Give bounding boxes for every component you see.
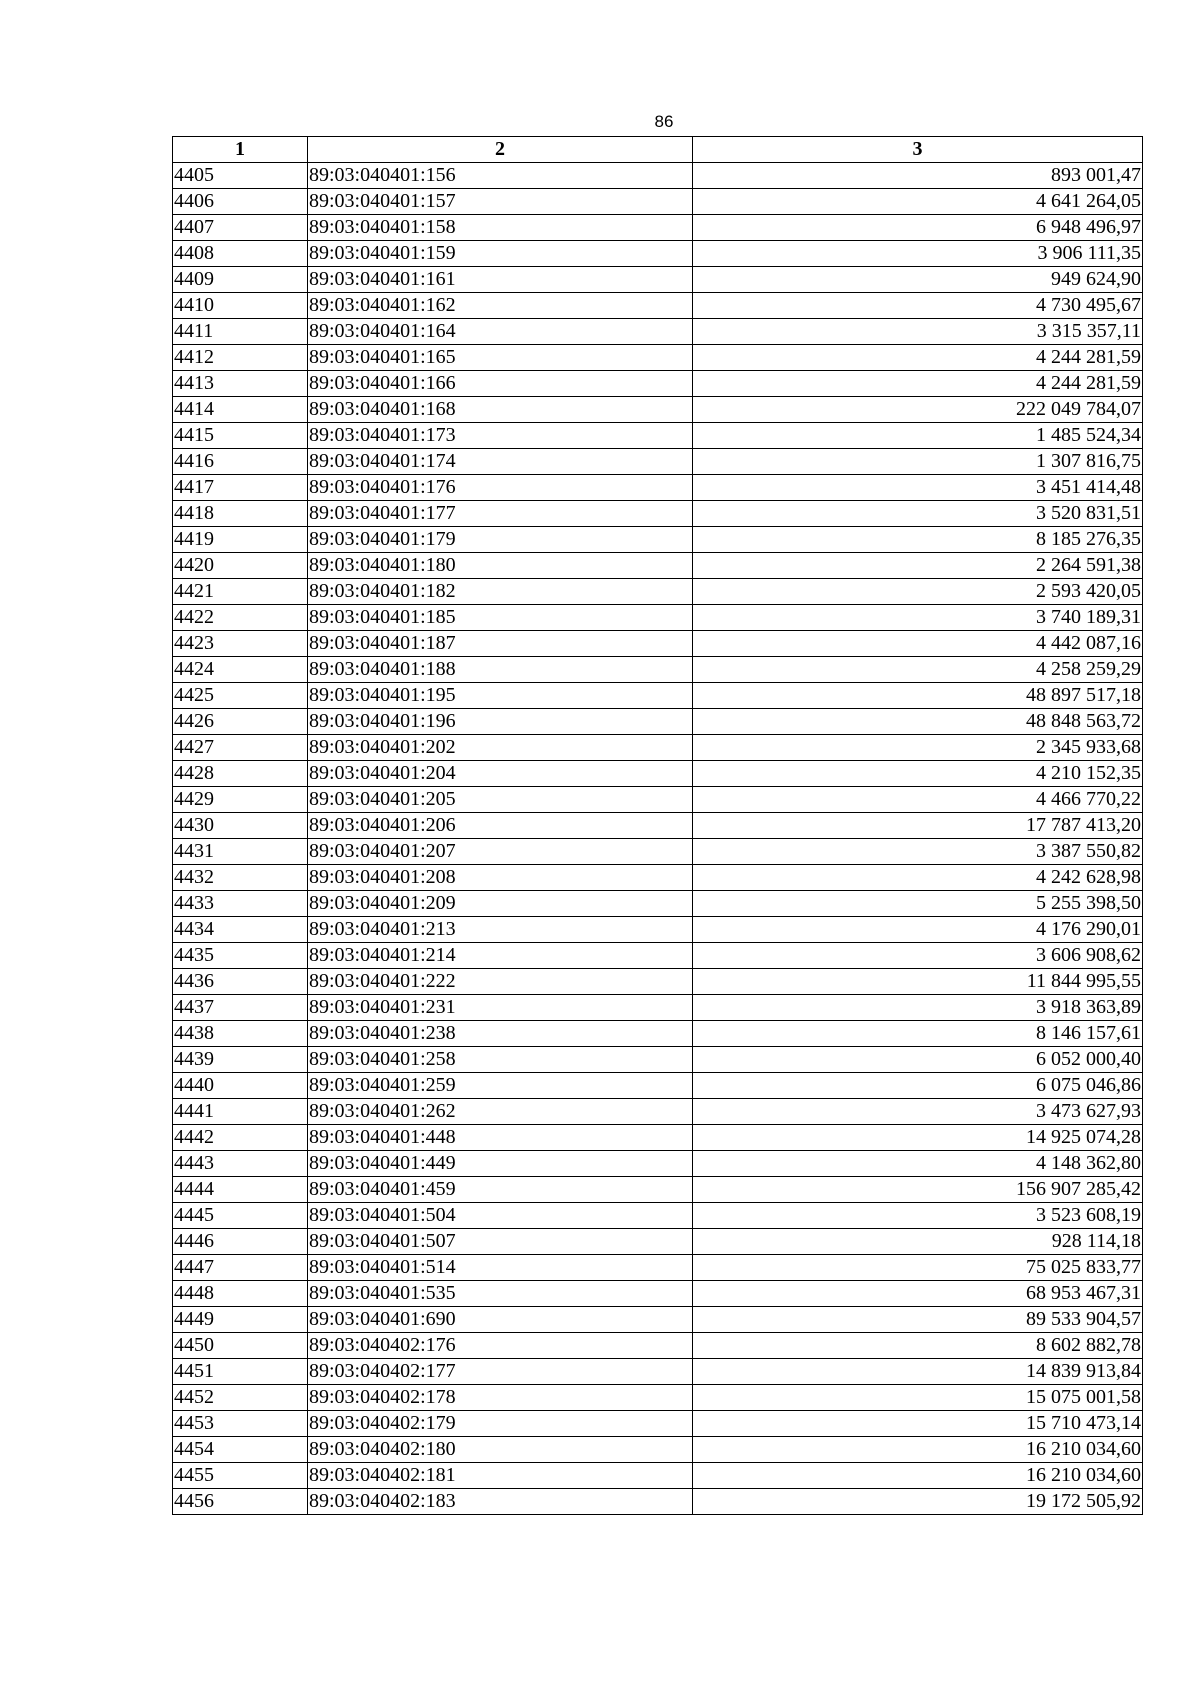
table-row xyxy=(173,683,1143,709)
row-number: 4409 xyxy=(173,267,308,293)
row-number: 4452 xyxy=(173,1385,308,1411)
table-row xyxy=(173,397,1143,423)
cadastral-value: 3 918 363,89 xyxy=(693,995,1143,1021)
cadastral-number: 89:03:040401:535 xyxy=(308,1281,693,1307)
cadastral-number: 89:03:040401:204 xyxy=(308,761,693,787)
table-row xyxy=(173,657,1143,683)
table-row xyxy=(173,917,1143,943)
cadastral-number: 89:03:040401:161 xyxy=(308,267,693,293)
cadastral-value: 949 624,90 xyxy=(693,267,1143,293)
table-row xyxy=(173,423,1143,449)
column-header-1: 1 xyxy=(173,137,308,163)
row-number: 4445 xyxy=(173,1203,308,1229)
cadastral-value: 2 264 591,38 xyxy=(693,553,1143,579)
row-number: 4453 xyxy=(173,1411,308,1437)
row-number: 4424 xyxy=(173,657,308,683)
row-number: 4451 xyxy=(173,1359,308,1385)
row-number: 4442 xyxy=(173,1125,308,1151)
cadastral-number: 89:03:040401:259 xyxy=(308,1073,693,1099)
table-row xyxy=(173,1073,1143,1099)
cadastral-number: 89:03:040401:162 xyxy=(308,293,693,319)
cadastral-value: 5 255 398,50 xyxy=(693,891,1143,917)
cadastral-value: 893 001,47 xyxy=(693,163,1143,189)
cadastral-value: 48 897 517,18 xyxy=(693,683,1143,709)
table-row xyxy=(173,787,1143,813)
cadastral-value: 89 533 904,57 xyxy=(693,1307,1143,1333)
cadastral-value: 4 244 281,59 xyxy=(693,371,1143,397)
cadastral-value: 6 052 000,40 xyxy=(693,1047,1143,1073)
row-number: 4407 xyxy=(173,215,308,241)
column-header-2: 2 xyxy=(308,137,693,163)
cadastral-value: 4 210 152,35 xyxy=(693,761,1143,787)
cadastral-value: 8 185 276,35 xyxy=(693,527,1143,553)
cadastral-value: 75 025 833,77 xyxy=(693,1255,1143,1281)
cadastral-value: 14 925 074,28 xyxy=(693,1125,1143,1151)
cadastral-number: 89:03:040402:177 xyxy=(308,1359,693,1385)
row-number: 4418 xyxy=(173,501,308,527)
table-row xyxy=(173,293,1143,319)
cadastral-value: 16 210 034,60 xyxy=(693,1437,1143,1463)
row-number: 4425 xyxy=(173,683,308,709)
row-number: 4440 xyxy=(173,1073,308,1099)
cadastral-value: 222 049 784,07 xyxy=(693,397,1143,423)
row-number: 4408 xyxy=(173,241,308,267)
cadastral-number: 89:03:040401:168 xyxy=(308,397,693,423)
table-row xyxy=(173,319,1143,345)
row-number: 4447 xyxy=(173,1255,308,1281)
cadastral-number: 89:03:040401:459 xyxy=(308,1177,693,1203)
cadastral-number: 89:03:040401:195 xyxy=(308,683,693,709)
table-row xyxy=(173,1255,1143,1281)
row-number: 4432 xyxy=(173,865,308,891)
cadastral-value: 4 242 628,98 xyxy=(693,865,1143,891)
cadastral-value: 156 907 285,42 xyxy=(693,1177,1143,1203)
cadastral-value: 8 146 157,61 xyxy=(693,1021,1143,1047)
row-number: 4416 xyxy=(173,449,308,475)
cadastral-value: 4 730 495,67 xyxy=(693,293,1143,319)
cadastral-number: 89:03:040401:222 xyxy=(308,969,693,995)
cadastral-number: 89:03:040401:213 xyxy=(308,917,693,943)
cadastral-number: 89:03:040401:258 xyxy=(308,1047,693,1073)
row-number: 4420 xyxy=(173,553,308,579)
table-row xyxy=(173,371,1143,397)
table-row xyxy=(173,1411,1143,1437)
row-number: 4455 xyxy=(173,1463,308,1489)
cadastral-value: 3 520 831,51 xyxy=(693,501,1143,527)
cadastral-number: 89:03:040401:205 xyxy=(308,787,693,813)
table-row xyxy=(173,1385,1143,1411)
cadastral-value: 3 906 111,35 xyxy=(693,241,1143,267)
cadastral-number: 89:03:040401:214 xyxy=(308,943,693,969)
table-row xyxy=(173,605,1143,631)
cadastral-value: 16 210 034,60 xyxy=(693,1463,1143,1489)
table-row xyxy=(173,943,1143,969)
row-number: 4436 xyxy=(173,969,308,995)
row-number: 4426 xyxy=(173,709,308,735)
column-header-3: 3 xyxy=(693,137,1143,163)
table-row xyxy=(173,1437,1143,1463)
row-number: 4411 xyxy=(173,319,308,345)
row-number: 4410 xyxy=(173,293,308,319)
row-number: 4414 xyxy=(173,397,308,423)
cadastral-value: 17 787 413,20 xyxy=(693,813,1143,839)
cadastral-number: 89:03:040401:165 xyxy=(308,345,693,371)
cadastral-number: 89:03:040401:185 xyxy=(308,605,693,631)
table-row xyxy=(173,1281,1143,1307)
table-row xyxy=(173,1151,1143,1177)
cadastral-number: 89:03:040401:448 xyxy=(308,1125,693,1151)
table-row xyxy=(173,189,1143,215)
cadastral-number: 89:03:040401:159 xyxy=(308,241,693,267)
row-number: 4450 xyxy=(173,1333,308,1359)
cadastral-value: 4 466 770,22 xyxy=(693,787,1143,813)
cadastral-number: 89:03:040401:449 xyxy=(308,1151,693,1177)
row-number: 4444 xyxy=(173,1177,308,1203)
table-row xyxy=(173,163,1143,189)
cadastral-value: 2 593 420,05 xyxy=(693,579,1143,605)
cadastral-value: 68 953 467,31 xyxy=(693,1281,1143,1307)
table-row xyxy=(173,761,1143,787)
row-number: 4449 xyxy=(173,1307,308,1333)
row-number: 4456 xyxy=(173,1489,308,1515)
table-row xyxy=(173,501,1143,527)
cadastral-value: 4 258 259,29 xyxy=(693,657,1143,683)
table-row xyxy=(173,345,1143,371)
table-row xyxy=(173,969,1143,995)
cadastral-value: 4 148 362,80 xyxy=(693,1151,1143,1177)
table-row xyxy=(173,839,1143,865)
cadastral-number: 89:03:040401:179 xyxy=(308,527,693,553)
cadastral-value: 1 485 524,34 xyxy=(693,423,1143,449)
cadastral-number: 89:03:040401:180 xyxy=(308,553,693,579)
cadastral-number: 89:03:040401:188 xyxy=(308,657,693,683)
cadastral-number: 89:03:040402:178 xyxy=(308,1385,693,1411)
row-number: 4427 xyxy=(173,735,308,761)
table-row xyxy=(173,1021,1143,1047)
table-row xyxy=(173,631,1143,657)
cadastral-number: 89:03:040401:504 xyxy=(308,1203,693,1229)
cadastral-number: 89:03:040401:157 xyxy=(308,189,693,215)
row-number: 4413 xyxy=(173,371,308,397)
page-number: 86 xyxy=(654,112,674,131)
cadastral-number: 89:03:040401:238 xyxy=(308,1021,693,1047)
cadastral-value: 3 387 550,82 xyxy=(693,839,1143,865)
cadastral-value: 19 172 505,92 xyxy=(693,1489,1143,1515)
row-number: 4419 xyxy=(173,527,308,553)
cadastral-value: 4 641 264,05 xyxy=(693,189,1143,215)
cadastral-value: 4 442 087,16 xyxy=(693,631,1143,657)
table-row xyxy=(173,1489,1143,1515)
row-number: 4448 xyxy=(173,1281,308,1307)
cadastral-value: 1 307 816,75 xyxy=(693,449,1143,475)
cadastral-value: 4 176 290,01 xyxy=(693,917,1143,943)
cadastral-number: 89:03:040401:231 xyxy=(308,995,693,1021)
cadastral-value: 3 606 908,62 xyxy=(693,943,1143,969)
table-row xyxy=(173,709,1143,735)
cadastral-number: 89:03:040401:164 xyxy=(308,319,693,345)
table-row xyxy=(173,241,1143,267)
cadastral-number: 89:03:040401:177 xyxy=(308,501,693,527)
cadastral-value: 2 345 933,68 xyxy=(693,735,1143,761)
row-number: 4439 xyxy=(173,1047,308,1073)
cadastral-number: 89:03:040401:507 xyxy=(308,1229,693,1255)
table-row xyxy=(173,1125,1143,1151)
row-number: 4422 xyxy=(173,605,308,631)
cadastral-value: 928 114,18 xyxy=(693,1229,1143,1255)
table-row xyxy=(173,1177,1143,1203)
cadastral-number: 89:03:040402:179 xyxy=(308,1411,693,1437)
table-row xyxy=(173,475,1143,501)
cadastral-number: 89:03:040401:173 xyxy=(308,423,693,449)
table-row xyxy=(173,215,1143,241)
cadastral-value: 3 451 414,48 xyxy=(693,475,1143,501)
cadastral-number: 89:03:040401:187 xyxy=(308,631,693,657)
table-row xyxy=(173,1203,1143,1229)
cadastral-value: 3 523 608,19 xyxy=(693,1203,1143,1229)
cadastral-value: 3 740 189,31 xyxy=(693,605,1143,631)
row-number: 4412 xyxy=(173,345,308,371)
cadastral-number: 89:03:040401:176 xyxy=(308,475,693,501)
table-row xyxy=(173,579,1143,605)
cadastral-number: 89:03:040401:262 xyxy=(308,1099,693,1125)
cadastral-value: 6 948 496,97 xyxy=(693,215,1143,241)
table-row xyxy=(173,735,1143,761)
table-row xyxy=(173,995,1143,1021)
table-row xyxy=(173,891,1143,917)
row-number: 4428 xyxy=(173,761,308,787)
cadastral-number: 89:03:040401:514 xyxy=(308,1255,693,1281)
cadastral-value: 6 075 046,86 xyxy=(693,1073,1143,1099)
row-number: 4415 xyxy=(173,423,308,449)
table-header-row xyxy=(173,137,1143,163)
row-number: 4441 xyxy=(173,1099,308,1125)
cadastral-value-table xyxy=(172,136,1143,1515)
row-number: 4433 xyxy=(173,891,308,917)
table-body xyxy=(173,163,1143,1515)
row-number: 4405 xyxy=(173,163,308,189)
table-row xyxy=(173,1229,1143,1255)
table-row xyxy=(173,449,1143,475)
cadastral-number: 89:03:040402:181 xyxy=(308,1463,693,1489)
cadastral-value: 48 848 563,72 xyxy=(693,709,1143,735)
row-number: 4434 xyxy=(173,917,308,943)
row-number: 4438 xyxy=(173,1021,308,1047)
table-row xyxy=(173,1463,1143,1489)
table-row xyxy=(173,813,1143,839)
table-row xyxy=(173,1359,1143,1385)
table-row xyxy=(173,865,1143,891)
cadastral-number: 89:03:040402:183 xyxy=(308,1489,693,1515)
cadastral-number: 89:03:040401:207 xyxy=(308,839,693,865)
cadastral-number: 89:03:040402:176 xyxy=(308,1333,693,1359)
cadastral-number: 89:03:040401:166 xyxy=(308,371,693,397)
row-number: 4443 xyxy=(173,1151,308,1177)
cadastral-value: 14 839 913,84 xyxy=(693,1359,1143,1385)
table-row xyxy=(173,1047,1143,1073)
cadastral-value: 15 075 001,58 xyxy=(693,1385,1143,1411)
row-number: 4446 xyxy=(173,1229,308,1255)
table-row xyxy=(173,267,1143,293)
cadastral-number: 89:03:040401:208 xyxy=(308,865,693,891)
row-number: 4406 xyxy=(173,189,308,215)
cadastral-number: 89:03:040401:182 xyxy=(308,579,693,605)
row-number: 4437 xyxy=(173,995,308,1021)
cadastral-number: 89:03:040401:206 xyxy=(308,813,693,839)
cadastral-value: 11 844 995,55 xyxy=(693,969,1143,995)
row-number: 4430 xyxy=(173,813,308,839)
row-number: 4417 xyxy=(173,475,308,501)
row-number: 4423 xyxy=(173,631,308,657)
table-row xyxy=(173,1099,1143,1125)
cadastral-value: 8 602 882,78 xyxy=(693,1333,1143,1359)
table-row xyxy=(173,527,1143,553)
row-number: 4454 xyxy=(173,1437,308,1463)
cadastral-number: 89:03:040401:202 xyxy=(308,735,693,761)
cadastral-number: 89:03:040401:209 xyxy=(308,891,693,917)
cadastral-number: 89:03:040401:174 xyxy=(308,449,693,475)
table-row xyxy=(173,553,1143,579)
cadastral-number: 89:03:040401:156 xyxy=(308,163,693,189)
table-row xyxy=(173,1333,1143,1359)
cadastral-value: 15 710 473,14 xyxy=(693,1411,1143,1437)
cadastral-value: 3 315 357,11 xyxy=(693,319,1143,345)
cadastral-number: 89:03:040401:690 xyxy=(308,1307,693,1333)
row-number: 4431 xyxy=(173,839,308,865)
row-number: 4435 xyxy=(173,943,308,969)
cadastral-number: 89:03:040401:196 xyxy=(308,709,693,735)
row-number: 4429 xyxy=(173,787,308,813)
row-number: 4421 xyxy=(173,579,308,605)
cadastral-number: 89:03:040401:158 xyxy=(308,215,693,241)
table-row xyxy=(173,1307,1143,1333)
cadastral-value: 3 473 627,93 xyxy=(693,1099,1143,1125)
cadastral-value: 4 244 281,59 xyxy=(693,345,1143,371)
cadastral-number: 89:03:040402:180 xyxy=(308,1437,693,1463)
